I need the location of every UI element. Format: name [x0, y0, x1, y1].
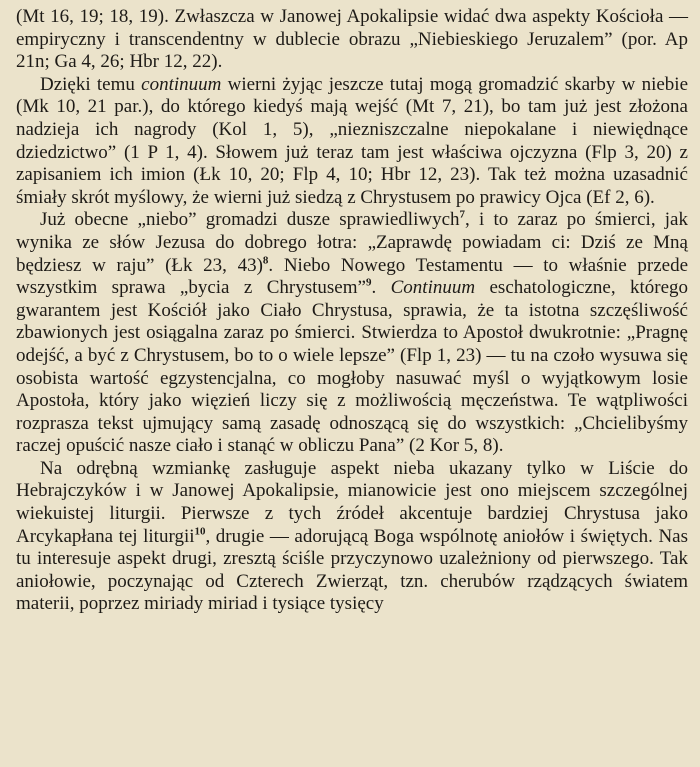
footnote-marker: 9	[365, 276, 372, 289]
footnote-marker: 7	[459, 209, 466, 222]
footnote-marker: 8	[262, 254, 269, 267]
paragraph-2	[16, 209, 688, 458]
text-run: , i to zaraz po śmierci, jak wynika ze słów Jezusa do dobrego łotra: „Zaprawdę powiadam ci: Dziś ze Mną będziesz w raju” (Łk 23, 43)	[16, 209, 688, 276]
text-run: Na odrębną wzmiankę zasługuje aspekt nieba ukazany tylko w Liście do Hebrajczyków i w Janowej Apokalipsie, mianowicie jest ono miejscem szczególnej wiekuistej liturgii. Pierwsze z tych źródeł akcentuje bardziej Chrystusa jako Arcykapłana tej liturgii	[16, 457, 688, 547]
text-body	[16, 6, 688, 616]
text-run: . Niebo Nowego Testamentu — to właśnie przede wszystkim sprawa „bycia z Chrystusem”	[16, 254, 689, 299]
paragraph-3	[16, 458, 688, 616]
text-run: eschatologiczne, którego gwarantem jest Kościół jako Ciało Chrystusa, sprawia, że ta istotna szczęśliwość zbawionych jest osiągalna zaraz po śmierci. Stwierdza to Apostoł dwukrotnie: „Pragnę odejść, a być z Chrystusem, bo to o wiele lepsze” (Flp 1, 23) — tu na czoło wysuwa się osobista wartość egzystencjalna, co mogłoby nasuwać myśl o wyjątkowym losie Apostoła, który jako więzień liczy się z możliwością męczeństwa. Te wątpliwości rozprasza tekst ujmujący samą zasadę odnoszącą się do wszystkich: „Chcielibyśmy raczej opuścić nasze ciało i stanąć w obliczu Pana” (2 Kor 5, 8).	[16, 277, 689, 457]
italic-term: continuum	[141, 73, 222, 95]
footnote-marker: 10	[194, 525, 206, 538]
text-run: (Mt 16, 19; 18, 19). Zwłaszcza w Janowej Apokalipsie widać dwa aspekty Kościoła — empiryczny i transcendentny w dublecie obrazu „Niebieskiego Jeruzalem” (por. Ap 21n; Ga 4, 26; Hbr 12, 22).	[16, 6, 688, 73]
text-run: wierni żyjąc jeszcze tutaj mogą gromadzić skarby w niebie (Mk 10, 21 par.), do którego kiedyś mają wejść (Mt 7, 21), bo tam już jest złożona nadzieja ich nagrody (Kol 1, 5), „niezniszczalne niepokalane i niewiędnące dziedzictwo” (1 P 1, 4). Słowem już teraz tam jest właściwa ojczyzna (Flp 3, 20) z zapisaniem ich imion (Łk 10, 20; Flp 4, 10; Hbr 12, 23). Tak też można uzasadnić śmiały skrót myślowy, że wierni już siedzą z Chrystusem po prawicy Ojca (Ef 2, 6).	[16, 73, 689, 208]
paragraph-1	[16, 74, 688, 210]
text-run: , drugie — adorującą Boga wspólnotę aniołów i świętych. Nas tu interesuje aspekt drugi, zresztą ściśle przyczynowo uzależniony od pierwszego. Tak aniołowie, poczynając od Czterech Zwierząt, tzn. cherubów rządzących światem materii, poprzez miriady miriad i tysiące tysięcy	[16, 525, 688, 615]
text-run: Już obecne „niebo” gromadzi dusze sprawiedliwych	[40, 209, 460, 231]
paragraph-0	[16, 6, 688, 74]
text-run: Dzięki temu	[40, 73, 142, 95]
text-run: .	[371, 277, 391, 299]
italic-term: Continuum	[390, 277, 476, 299]
